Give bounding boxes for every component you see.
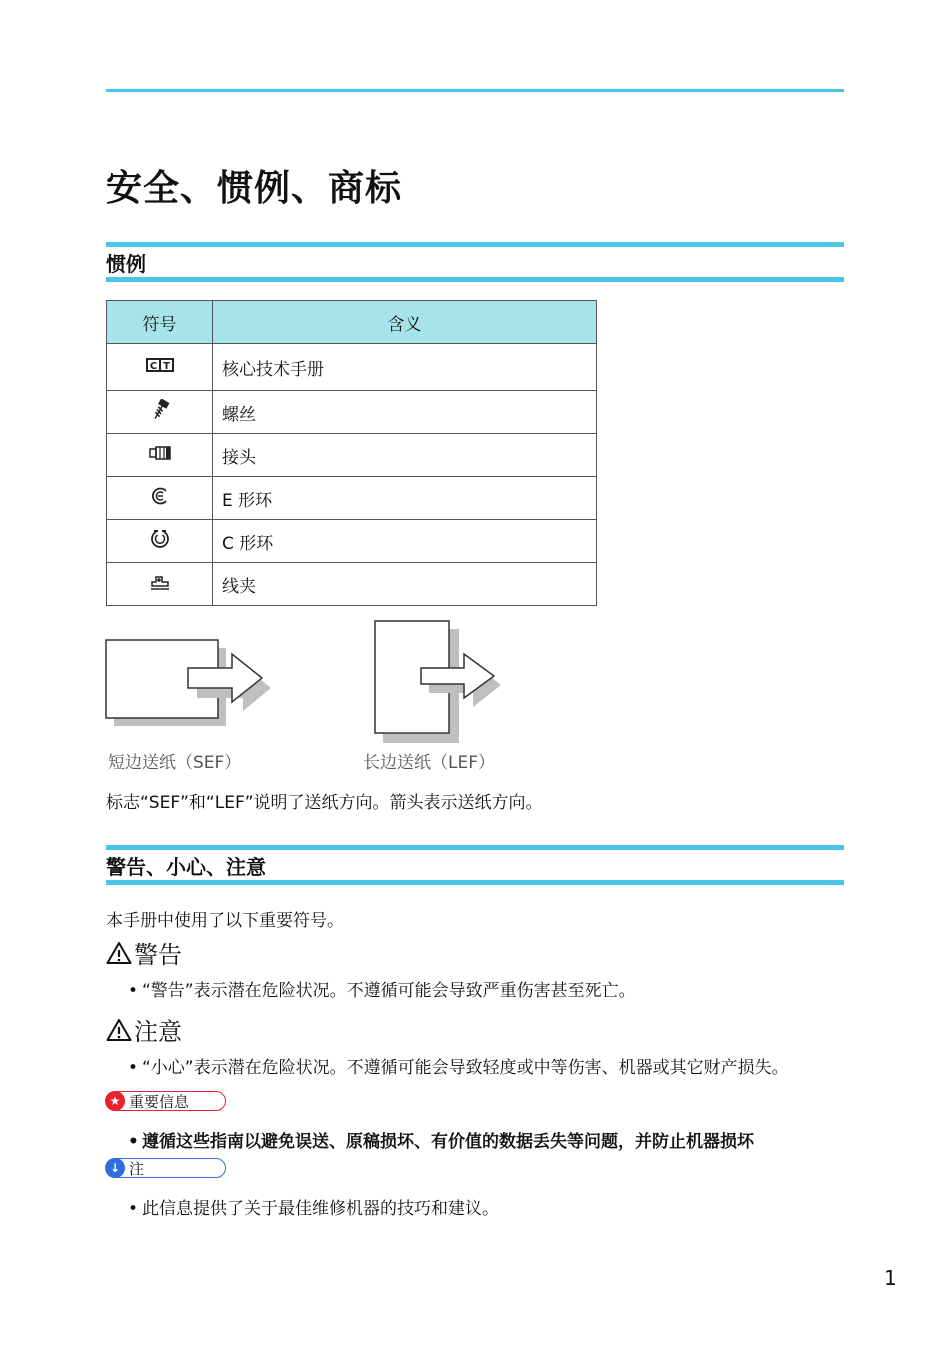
meaning-text: 核心技术手册 [213,344,597,391]
caution-triangle-icon [106,1018,132,1042]
important-label: 重要信息 [129,1092,190,1111]
section-rule-bottom [106,277,844,282]
c-ring-icon [150,529,170,549]
meaning-text: E 形环 [213,477,597,520]
page-title: 安全、惯例、商标 [106,168,403,209]
caution-text: “小心”表示潜在危险状况。不遵循可能会导致轻度或中等伤害、机器或其它财产损失。 [142,1058,789,1078]
warnings-intro: 本手册中使用了以下重要符号。 [106,911,344,931]
table-row [107,434,597,477]
important-pill [106,1091,226,1111]
section-heading-warnings: 警告、小心、注意 [106,855,266,879]
meaning-text: 线夹 [213,563,597,606]
sef-caption: 短边送纸（SEF） [108,753,242,773]
warning-label: 警告 [134,941,182,969]
star-icon: ★ [105,1091,125,1111]
table-row [107,520,597,563]
svg-text:T: T [162,360,170,372]
header-symbol: 符号 [107,301,213,344]
section-heading-conventions: 惯例 [106,252,146,276]
table-row [107,391,597,434]
warning-heading [106,935,182,970]
note-bullet: • 此信息提供了关于最佳维修机器的技巧和建议。 [128,1199,499,1219]
e-ring-icon [150,486,170,506]
section-rule-bottom [106,880,844,885]
header-meaning: 含义 [213,301,597,344]
meaning-text: 接头 [213,434,597,477]
warning-text: “警告”表示潜在危险状况。不遵循可能会导致严重伤害甚至死亡。 [142,981,636,1001]
lef-diagram [372,618,502,744]
page-number: 1 [884,1266,897,1290]
section-rule-top [106,242,844,247]
warning-bullet: • “警告”表示潜在危险状况。不遵循可能会导致严重伤害甚至死亡。 [128,981,636,1001]
important-bullet: • 遵循这些指南以避免误送、原稿损坏、有价值的数据丢失等问题，并防止机器损坏 [128,1132,754,1152]
arrow-down-icon: ↓ [105,1158,125,1178]
svg-text:C: C [149,360,157,372]
lef-caption: 长边送纸（LEF） [363,753,495,773]
table-row [107,344,597,391]
clamp-icon [149,573,171,591]
note-label: 注 [129,1159,145,1178]
feed-direction-description: 标志“SEF”和“LEF”说明了送纸方向。箭头表示送纸方向。 [106,793,543,813]
sef-diagram [104,636,274,728]
top-rule [106,89,844,92]
symbol-table [106,300,597,606]
caution-bullet: • “小心”表示潜在危险状况。不遵循可能会导致轻度或中等伤害、机器或其它财产损失。 [128,1058,789,1078]
warning-triangle-icon [106,941,132,965]
screw-icon [150,399,170,421]
table-row [107,477,597,520]
table-row [107,563,597,606]
caution-heading [106,1012,182,1047]
note-text: 此信息提供了关于最佳维修机器的技巧和建议。 [142,1199,499,1219]
note-pill [106,1158,226,1178]
meaning-text: 螺丝 [213,391,597,434]
core-technical-manual-icon [145,356,175,374]
important-text: 遵循这些指南以避免误送、原稿损坏、有价值的数据丢失等问题，并防止机器损坏 [142,1132,754,1152]
meaning-text: C 形环 [213,520,597,563]
connector-icon [148,444,172,462]
section-rule-top [106,845,844,850]
caution-label: 注意 [134,1018,182,1046]
